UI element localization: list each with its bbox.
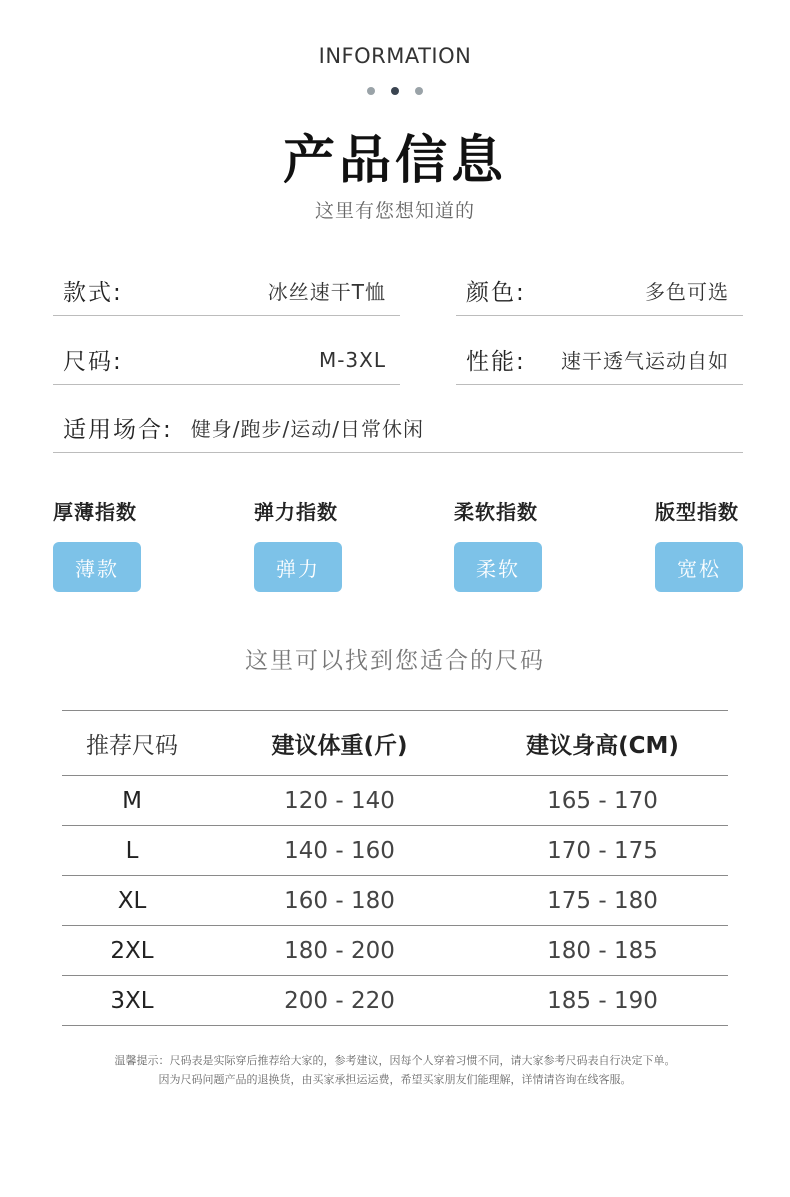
table-row [62,876,728,926]
size-section-intro: 这里可以找到您适合的尺码 [245,648,545,674]
indicator-dot [367,87,375,95]
index-badge: 宽松 [655,542,743,592]
index-softness [454,496,584,592]
column-header-size: 推荐尺码 [62,711,202,776]
table-row [62,926,728,976]
tip-note-line-1: 温馨提示：尺码表是实际穿后推荐给大家的，参考建议，因每个人穿着习惯不同，请大家参考尺码表自行决定下单。 [114,1054,676,1067]
cell-height: 175 - 180 [477,876,728,926]
table-row [62,776,728,826]
info-label: 款式: [63,280,123,306]
info-label: 颜色: [466,280,526,306]
tip-note-line-2: 因为尺码问题产品的退换货，由买家承担运运费，希望买家朋友们能理解，详情请咨询在线客服。 [158,1073,632,1086]
cell-height: 180 - 185 [477,926,728,976]
page-subtitle: 这里有您想知道的 [314,200,475,222]
index-elasticity [254,496,384,592]
cell-height: 185 - 190 [477,976,728,1026]
index-name: 厚薄指数 [53,500,137,524]
index-name: 弹力指数 [254,500,338,524]
cell-weight: 180 - 200 [202,926,477,976]
info-field-occasion [53,403,743,453]
cell-weight: 120 - 140 [202,776,477,826]
cell-weight: 200 - 220 [202,976,477,1026]
index-fit [655,496,785,592]
info-field-performance [456,335,743,385]
index-thickness [53,496,183,592]
cell-size: L [62,826,202,876]
page-indicator-dots [0,87,790,95]
column-header-weight: 建议体重(斤) [202,711,477,776]
info-label: 尺码: [63,349,123,375]
info-field-color [456,266,743,316]
english-title: INFORMATION [318,44,472,68]
info-label: 适用场合: [63,417,173,443]
size-chart-table [62,710,728,1026]
table-row [62,826,728,876]
info-field-size [53,335,400,385]
index-badge: 柔软 [454,542,542,592]
index-badge: 薄款 [53,542,141,592]
cell-height: 165 - 170 [477,776,728,826]
info-value: 多色可选 [645,280,729,304]
info-value: 健身/跑步/运动/日常休闲 [190,417,424,441]
table-row [62,976,728,1026]
index-name: 柔软指数 [454,500,538,524]
info-value: 速干透气运动自如 [561,349,729,373]
cell-height: 170 - 175 [477,826,728,876]
info-field-style [53,266,400,316]
table-header-row [62,711,728,776]
column-header-height: 建议身高(CM) [477,711,728,776]
indicator-dot-active [391,87,399,95]
index-badge: 弹力 [254,542,342,592]
page-title: 产品信息 [282,131,507,191]
cell-size: 2XL [62,926,202,976]
indicator-dot [415,87,423,95]
cell-size: 3XL [62,976,202,1026]
cell-weight: 160 - 180 [202,876,477,926]
cell-weight: 140 - 160 [202,826,477,876]
info-label: 性能: [466,349,526,375]
info-value: M-3XL [318,347,386,372]
cell-size: XL [62,876,202,926]
index-name: 版型指数 [655,500,739,524]
info-value: 冰丝速干T恤 [267,280,386,304]
cell-size: M [62,776,202,826]
